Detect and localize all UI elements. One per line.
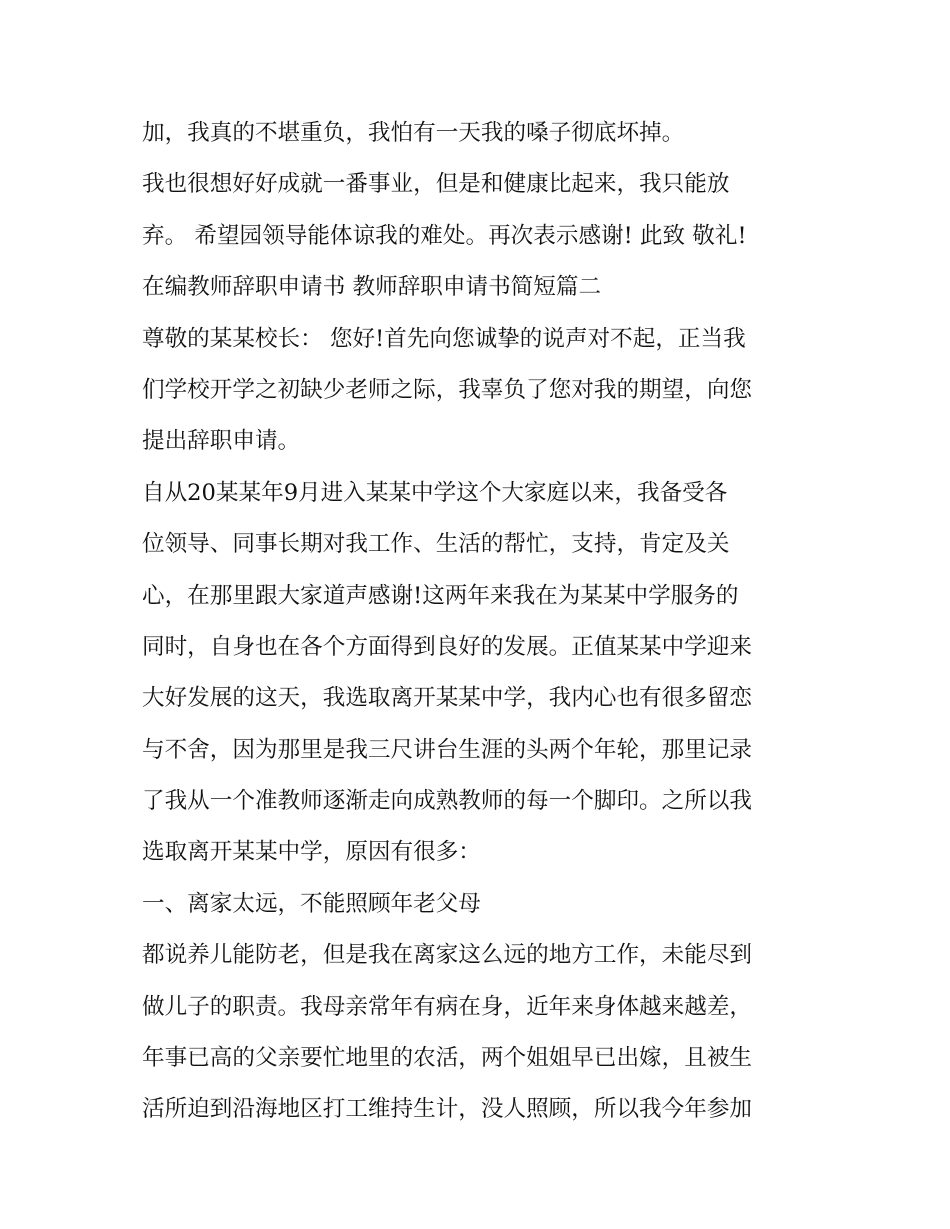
section-heading: 在编教师辞职申请书 教师辞职申请书简短篇二 xyxy=(142,274,602,301)
text-line: 提出辞职申请。 xyxy=(142,428,301,455)
text-line: 与不舍，因为那里是我三尺讲台生涯的头两个年轮，那里记录 xyxy=(142,736,753,763)
salutation-line: 尊敬的某某校长： 您好!首先向您诚挚的说声对不起，正当我 xyxy=(142,325,746,352)
text-line: 活所迫到沿海地区打工维持生计，没人照顾，所以我今年参加 xyxy=(142,1096,753,1123)
text-line: 大好发展的这天，我选取离开某某中学，我内心也有很多留恋 xyxy=(142,685,753,712)
text-line: 同时，自身也在各个方面得到良好的发展。正值某某中学迎来 xyxy=(142,633,753,660)
body-text xyxy=(142,108,814,1136)
text-line: 我也很想好好成就一番事业，但是和健康比起来，我只能放 xyxy=(142,171,730,198)
text-line: 位领导、同事长期对我工作、生活的帮忙，支持，肯定及关 xyxy=(142,531,730,558)
text-line: 加，我真的不堪重负，我怕有一天我的嗓子彻底坏掉。 xyxy=(142,120,685,146)
text-line: 们学校开学之初缺少老师之际，我辜负了您对我的期望，向您 xyxy=(142,376,753,403)
subheading-line: 一、离家太远，不能照顾年老父母 xyxy=(142,890,481,917)
text-line: 年事已高的父亲要忙地里的农活，两个姐姐早已出嫁，且被生 xyxy=(142,1045,753,1072)
text-line: 弃。 希望园领导能体谅我的难处。再次表示感谢! 此致 敬礼! xyxy=(142,222,747,249)
text-line: 了我从一个准教师逐渐走向成熟教师的每一个脚印。之所以我 xyxy=(142,788,753,815)
text-line: 自从20某某年9月进入某某中学这个大家庭以来，我备受各 xyxy=(142,479,728,506)
text-line: 做儿子的职责。我母亲常年有病在身，近年来身体越来越差， xyxy=(142,993,753,1020)
text-line: 选取离开某某中学，原因有很多： xyxy=(142,839,481,866)
text-line: 都说养儿能防老，但是我在离家这么远的地方工作，未能尽到 xyxy=(142,942,753,969)
text-line: 心，在那里跟大家道声感谢!这两年来我在为某某中学服务的 xyxy=(142,582,739,609)
